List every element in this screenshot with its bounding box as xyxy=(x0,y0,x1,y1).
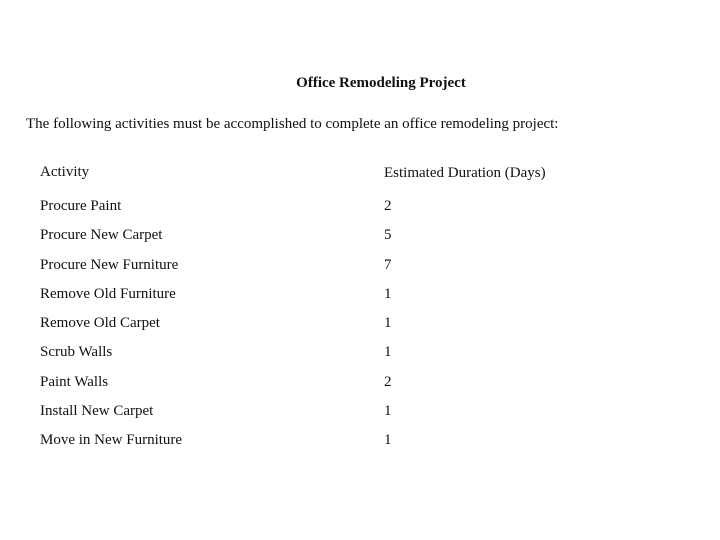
table-row xyxy=(40,224,600,253)
intro-text: The following activities must be accomplished to complete an office remodeling project: xyxy=(26,116,559,132)
column-header-activity: Activity xyxy=(40,164,90,180)
duration-cell: 1 xyxy=(384,285,392,302)
table-header-row xyxy=(40,163,600,195)
activity-cell: Scrub Walls xyxy=(40,344,113,361)
activity-cell: Procure New Carpet xyxy=(40,227,163,244)
duration-cell: 7 xyxy=(384,256,392,273)
table-row xyxy=(40,283,600,312)
table-row xyxy=(40,371,600,400)
activity-cell: Paint Walls xyxy=(40,373,109,390)
activity-cell: Install New Carpet xyxy=(40,403,154,420)
activity-cell: Procure New Furniture xyxy=(40,256,179,273)
table-row xyxy=(40,254,600,283)
column-header-duration: Estimated Duration (Days) xyxy=(384,165,546,181)
table-row xyxy=(40,195,600,224)
table-row xyxy=(40,400,600,429)
table-row xyxy=(40,312,600,341)
duration-cell: 1 xyxy=(384,344,392,361)
duration-cell: 1 xyxy=(384,432,392,449)
activity-table xyxy=(40,163,600,459)
duration-cell: 2 xyxy=(384,198,392,214)
activity-cell: Remove Old Carpet xyxy=(40,315,160,332)
duration-cell: 2 xyxy=(384,373,392,390)
activity-cell: Remove Old Furniture xyxy=(40,285,176,302)
page-title: Office Remodeling Project xyxy=(296,75,466,91)
activity-cell: Procure Paint xyxy=(40,198,122,214)
activity-cell: Move in New Furniture xyxy=(40,432,183,449)
table-row xyxy=(40,429,600,458)
duration-cell: 5 xyxy=(384,227,392,244)
duration-cell: 1 xyxy=(384,315,392,332)
duration-cell: 1 xyxy=(384,403,392,420)
table-row xyxy=(40,341,600,370)
